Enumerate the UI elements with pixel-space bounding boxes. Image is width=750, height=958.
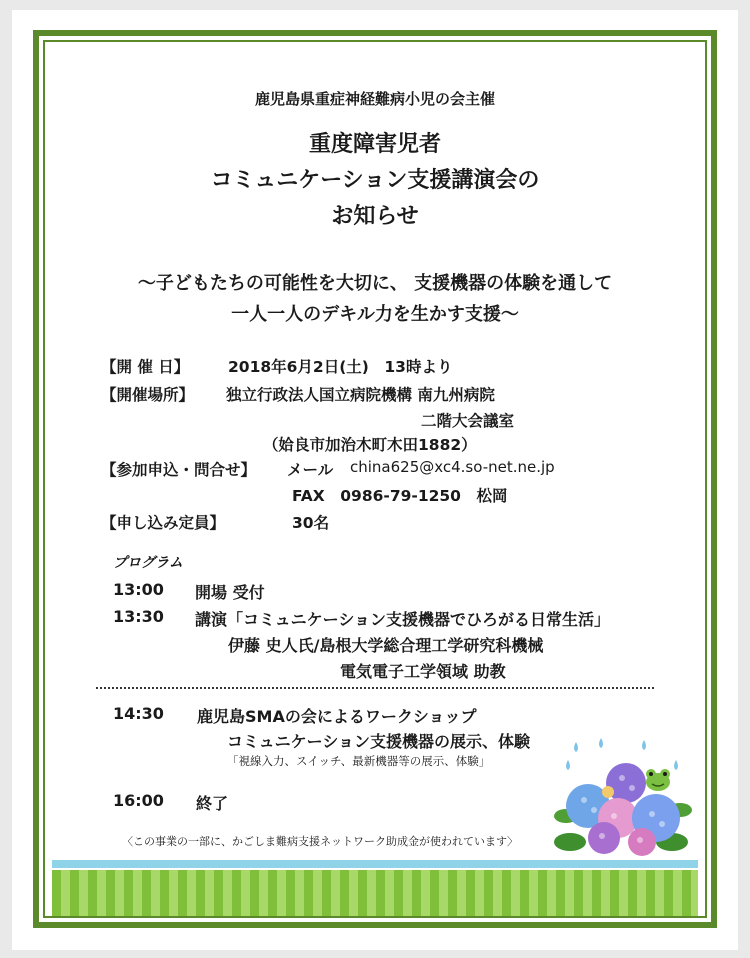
- program-text-2: 講演「コミュニケーション支援機器でひろがる日常生活」: [195, 610, 611, 629]
- venue-room: 二階大会議室: [421, 412, 515, 430]
- organizer-text: 鹿児島県重症神経難病小児の会主催: [254, 90, 495, 108]
- program-text-4: 終了: [196, 794, 229, 813]
- program-time-4: 16:00: [113, 791, 164, 810]
- program-time-3: 14:30: [113, 704, 164, 723]
- program-text-3: 鹿児島SMAの会によるワークショップ: [197, 707, 477, 726]
- venue-label: 【開催場所】: [101, 386, 195, 404]
- frog-icon: [646, 769, 670, 791]
- date-value: 2018年6月2日(土) 13時より: [228, 358, 453, 376]
- program-time-1: 13:00: [113, 580, 164, 599]
- title-line-2: コミュニケーション支援講演会の: [210, 168, 540, 193]
- dotted-divider: [96, 687, 654, 689]
- title-line-1: 重度障害児者: [308, 132, 441, 157]
- date-label: 【開 催 日】: [101, 358, 190, 376]
- contact-email[interactable]: china625@xc4.so-net.ne.jp: [350, 458, 555, 476]
- program-time-2: 13:30: [113, 607, 164, 626]
- subtitle-line-2: 一人一人のデキル力を生かす支援～: [231, 304, 519, 325]
- venue-name: 独立行政法人国立病院機構 南九州病院: [226, 386, 495, 404]
- subtitle-line-1: ～子どもたちの可能性を大切に、 支援機器の体験を通して: [137, 273, 613, 294]
- hydrangea-illustration: [546, 738, 696, 858]
- contact-fax: FAX 0986-79-1250 松岡: [292, 487, 508, 505]
- speaker-line-1: 伊藤 史人氏/島根大学総合理工学研究科機械: [228, 636, 544, 655]
- venue-address: （姶良市加治木町木田1882）: [263, 436, 477, 454]
- capacity-label: 【申し込み定員】: [101, 514, 226, 532]
- program-heading: プログラム: [113, 555, 183, 571]
- speaker-line-2: 電気電子工学領域 助教: [340, 662, 506, 681]
- program-text-1: 開場 受付: [195, 583, 265, 602]
- capacity-value: 30名: [292, 514, 330, 532]
- workshop-sub: コミュニケーション支援機器の展示、体験: [227, 732, 531, 751]
- title-line-3: お知らせ: [331, 204, 419, 229]
- footer-note: 〈この事業の一部に、かごしま難病支援ネットワーク助成金が使われています〉: [122, 835, 518, 848]
- water-stripe: [52, 860, 698, 868]
- contact-label: 【参加申込・問合せ】: [101, 461, 257, 479]
- green-striped-band: [52, 870, 698, 916]
- workshop-note: 「視線入力、スイッチ、最新機器等の展示、体験」: [227, 754, 491, 768]
- contact-mail-label: メール: [287, 461, 334, 479]
